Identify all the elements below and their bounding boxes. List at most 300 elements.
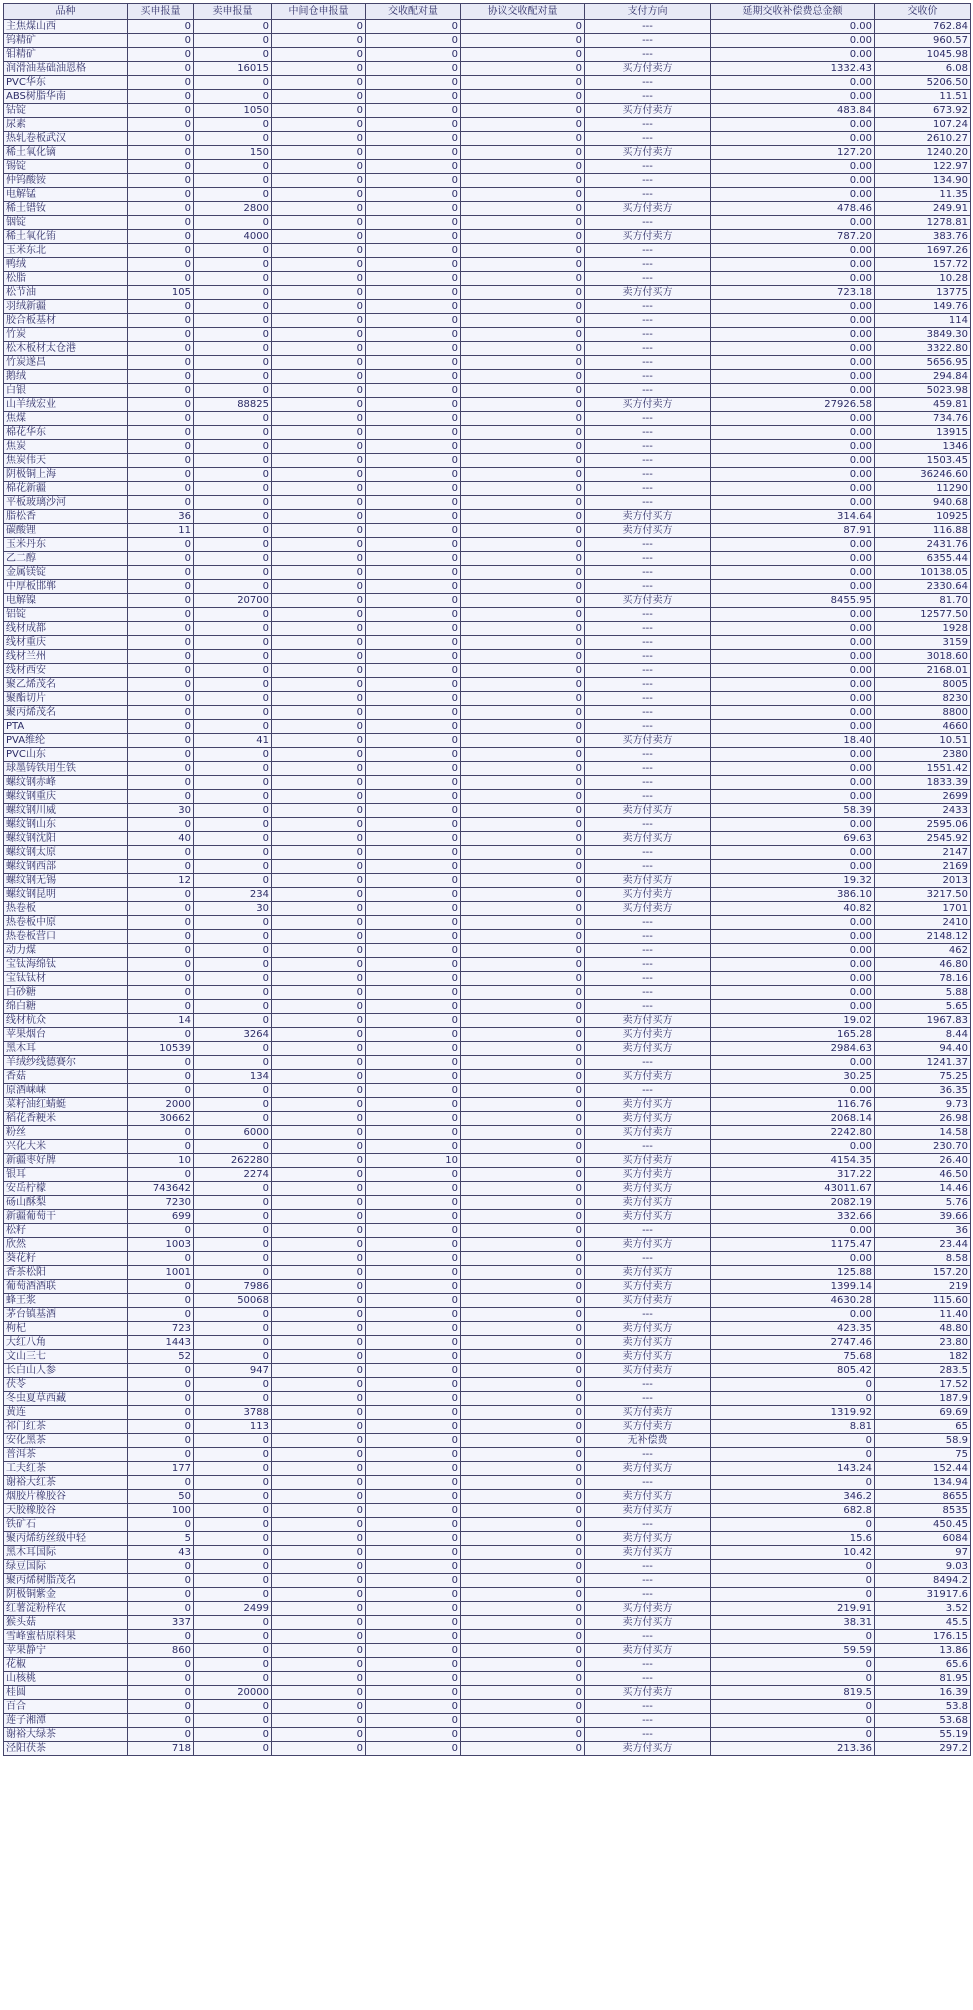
cell-variety: 金属镁锭 — [4, 566, 128, 580]
cell-delivery-matched: 10 — [366, 1154, 461, 1168]
cell-variety: 铝锭 — [4, 608, 128, 622]
cell-buy-declared: 0 — [128, 1658, 194, 1672]
table-row — [4, 1490, 971, 1504]
cell-delivery-matched: 0 — [366, 1014, 461, 1028]
cell-buy-declared: 0 — [128, 1364, 194, 1378]
cell-intermediate-declared: 0 — [272, 958, 366, 972]
cell-agreement-matched: 0 — [461, 972, 585, 986]
cell-delivery-price: 1833.39 — [875, 776, 971, 790]
cell-compensation-total: 69.63 — [711, 832, 875, 846]
cell-buy-declared: 0 — [128, 1308, 194, 1322]
table-row — [4, 1532, 971, 1546]
cell-sell-declared: 0 — [194, 300, 272, 314]
cell-payment-direction: 买方付卖方 — [585, 1406, 711, 1420]
table-row — [4, 216, 971, 230]
cell-compensation-total: 0.00 — [711, 958, 875, 972]
cell-agreement-matched: 0 — [461, 244, 585, 258]
cell-delivery-price: 230.70 — [875, 1140, 971, 1154]
table-row — [4, 412, 971, 426]
cell-compensation-total: 2242.80 — [711, 1126, 875, 1140]
cell-delivery-price: 2431.76 — [875, 538, 971, 552]
cell-variety: 枸杞 — [4, 1322, 128, 1336]
table-row — [4, 426, 971, 440]
cell-intermediate-declared: 0 — [272, 356, 366, 370]
cell-agreement-matched: 0 — [461, 566, 585, 580]
cell-delivery-price: 960.57 — [875, 34, 971, 48]
cell-agreement-matched: 0 — [461, 1420, 585, 1434]
cell-delivery-price: 81.95 — [875, 1672, 971, 1686]
cell-variety: 苹果烟台 — [4, 1028, 128, 1042]
cell-intermediate-declared: 0 — [272, 944, 366, 958]
cell-buy-declared: 0 — [128, 76, 194, 90]
cell-buy-declared: 0 — [128, 594, 194, 608]
cell-buy-declared: 0 — [128, 1140, 194, 1154]
table-row — [4, 160, 971, 174]
cell-agreement-matched: 0 — [461, 34, 585, 48]
cell-variety: 乙二醇 — [4, 552, 128, 566]
cell-delivery-matched: 0 — [366, 356, 461, 370]
cell-payment-direction: --- — [585, 90, 711, 104]
cell-intermediate-declared: 0 — [272, 1028, 366, 1042]
cell-agreement-matched: 0 — [461, 636, 585, 650]
cell-compensation-total: 0.00 — [711, 944, 875, 958]
cell-variety: 玉米丹东 — [4, 538, 128, 552]
table-row — [4, 860, 971, 874]
cell-delivery-price: 8535 — [875, 1504, 971, 1518]
cell-delivery-price: 39.66 — [875, 1210, 971, 1224]
cell-intermediate-declared: 0 — [272, 580, 366, 594]
cell-payment-direction: --- — [585, 1728, 711, 1742]
cell-sell-declared: 0 — [194, 776, 272, 790]
cell-agreement-matched: 0 — [461, 202, 585, 216]
cell-intermediate-declared: 0 — [272, 1448, 366, 1462]
cell-payment-direction: 卖方付买方 — [585, 1014, 711, 1028]
cell-delivery-price: 6.08 — [875, 62, 971, 76]
table-row — [4, 1084, 971, 1098]
cell-delivery-price: 78.16 — [875, 972, 971, 986]
cell-variety: 松脂 — [4, 272, 128, 286]
cell-payment-direction: 买方付卖方 — [585, 734, 711, 748]
cell-payment-direction: --- — [585, 328, 711, 342]
cell-payment-direction: --- — [585, 272, 711, 286]
cell-payment-direction: 卖方付买方 — [585, 874, 711, 888]
cell-payment-direction: --- — [585, 188, 711, 202]
cell-agreement-matched: 0 — [461, 454, 585, 468]
cell-delivery-price: 1346 — [875, 440, 971, 454]
cell-buy-declared: 0 — [128, 118, 194, 132]
cell-variety: 螺纹钢西部 — [4, 860, 128, 874]
cell-variety: 螺纹钢太原 — [4, 846, 128, 860]
cell-buy-declared: 0 — [128, 244, 194, 258]
cell-delivery-matched: 0 — [366, 510, 461, 524]
table-row — [4, 1322, 971, 1336]
cell-sell-declared: 0 — [194, 1322, 272, 1336]
cell-buy-declared: 743642 — [128, 1182, 194, 1196]
cell-compensation-total: 386.10 — [711, 888, 875, 902]
cell-payment-direction: --- — [585, 1700, 711, 1714]
cell-delivery-matched: 0 — [366, 90, 461, 104]
table-row — [4, 804, 971, 818]
cell-variety: 黑木耳国际 — [4, 1546, 128, 1560]
cell-intermediate-declared: 0 — [272, 650, 366, 664]
cell-variety: 稀土氧化镝 — [4, 146, 128, 160]
cell-agreement-matched: 0 — [461, 440, 585, 454]
cell-agreement-matched: 0 — [461, 608, 585, 622]
cell-agreement-matched: 0 — [461, 664, 585, 678]
cell-compensation-total: 0.00 — [711, 328, 875, 342]
cell-delivery-price: 3159 — [875, 636, 971, 650]
cell-buy-declared: 0 — [128, 188, 194, 202]
cell-delivery-matched: 0 — [366, 580, 461, 594]
cell-agreement-matched: 0 — [461, 1588, 585, 1602]
cell-sell-declared: 0 — [194, 860, 272, 874]
cell-variety: PVC华东 — [4, 76, 128, 90]
table-row — [4, 370, 971, 384]
cell-compensation-total: 143.24 — [711, 1462, 875, 1476]
cell-delivery-matched: 0 — [366, 412, 461, 426]
cell-intermediate-declared: 0 — [272, 1238, 366, 1252]
cell-variety: 碳酸锂 — [4, 524, 128, 538]
table-row — [4, 510, 971, 524]
cell-payment-direction: --- — [585, 538, 711, 552]
cell-compensation-total: 213.36 — [711, 1742, 875, 1756]
cell-payment-direction: --- — [585, 846, 711, 860]
cell-sell-declared: 0 — [194, 1532, 272, 1546]
cell-intermediate-declared: 0 — [272, 118, 366, 132]
cell-sell-declared: 20000 — [194, 1686, 272, 1700]
cell-compensation-total: 478.46 — [711, 202, 875, 216]
cell-delivery-matched: 0 — [366, 1504, 461, 1518]
table-row — [4, 1588, 971, 1602]
cell-delivery-price: 1240.20 — [875, 146, 971, 160]
cell-variety: 长白山人参 — [4, 1364, 128, 1378]
cell-intermediate-declared: 0 — [272, 566, 366, 580]
cell-variety: 螺纹钢重庆 — [4, 790, 128, 804]
cell-delivery-price: 383.76 — [875, 230, 971, 244]
cell-intermediate-declared: 0 — [272, 1112, 366, 1126]
cell-delivery-matched: 0 — [366, 216, 461, 230]
cell-agreement-matched: 0 — [461, 986, 585, 1000]
table-row — [4, 1700, 971, 1714]
cell-buy-declared: 0 — [128, 174, 194, 188]
cell-agreement-matched: 0 — [461, 174, 585, 188]
cell-sell-declared: 0 — [194, 664, 272, 678]
cell-buy-declared: 12 — [128, 874, 194, 888]
cell-payment-direction: --- — [585, 1224, 711, 1238]
cell-variety: 稀土镨钕 — [4, 202, 128, 216]
cell-variety: 聚丙烯纺丝级中轻 — [4, 1532, 128, 1546]
cell-variety: 谢裕大绿茶 — [4, 1728, 128, 1742]
cell-buy-declared: 0 — [128, 1602, 194, 1616]
cell-variety: 阴极铜紫金 — [4, 1588, 128, 1602]
cell-intermediate-declared: 0 — [272, 174, 366, 188]
cell-agreement-matched: 0 — [461, 398, 585, 412]
cell-delivery-price: 294.84 — [875, 370, 971, 384]
cell-sell-declared: 0 — [194, 1728, 272, 1742]
cell-variety: 螺纹钢赤峰 — [4, 776, 128, 790]
cell-agreement-matched: 0 — [461, 706, 585, 720]
table-row — [4, 986, 971, 1000]
cell-sell-declared: 16015 — [194, 62, 272, 76]
cell-delivery-matched: 0 — [366, 972, 461, 986]
cell-compensation-total: 27926.58 — [711, 398, 875, 412]
cell-sell-declared: 0 — [194, 1448, 272, 1462]
table-row — [4, 90, 971, 104]
cell-variety: 黄连 — [4, 1406, 128, 1420]
cell-delivery-matched: 0 — [366, 342, 461, 356]
cell-compensation-total: 332.66 — [711, 1210, 875, 1224]
cell-intermediate-declared: 0 — [272, 188, 366, 202]
cell-variety: 宝钛钛材 — [4, 972, 128, 986]
cell-delivery-matched: 0 — [366, 1056, 461, 1070]
table-row — [4, 1042, 971, 1056]
cell-delivery-price: 219 — [875, 1280, 971, 1294]
cell-compensation-total: 30.25 — [711, 1070, 875, 1084]
cell-compensation-total: 0.00 — [711, 846, 875, 860]
cell-delivery-matched: 0 — [366, 804, 461, 818]
cell-compensation-total: 0.00 — [711, 76, 875, 90]
cell-buy-declared: 50 — [128, 1490, 194, 1504]
cell-delivery-price: 23.44 — [875, 1238, 971, 1252]
cell-buy-declared: 0 — [128, 664, 194, 678]
cell-delivery-matched: 0 — [366, 888, 461, 902]
cell-buy-declared: 0 — [128, 580, 194, 594]
cell-payment-direction: 卖方付买方 — [585, 1742, 711, 1756]
cell-payment-direction: --- — [585, 76, 711, 90]
cell-sell-declared: 0 — [194, 1546, 272, 1560]
cell-delivery-price: 2433 — [875, 804, 971, 818]
cell-compensation-total: 0 — [711, 1574, 875, 1588]
cell-agreement-matched: 0 — [461, 1448, 585, 1462]
cell-buy-declared: 0 — [128, 314, 194, 328]
cell-variety: 莲子湘潭 — [4, 1714, 128, 1728]
cell-agreement-matched: 0 — [461, 678, 585, 692]
cell-sell-declared: 0 — [194, 90, 272, 104]
cell-agreement-matched: 0 — [461, 552, 585, 566]
cell-payment-direction: --- — [585, 1658, 711, 1672]
cell-intermediate-declared: 0 — [272, 1574, 366, 1588]
table-row — [4, 104, 971, 118]
cell-agreement-matched: 0 — [461, 846, 585, 860]
cell-intermediate-declared: 0 — [272, 930, 366, 944]
cell-compensation-total: 805.42 — [711, 1364, 875, 1378]
cell-sell-declared: 0 — [194, 1252, 272, 1266]
cell-intermediate-declared: 0 — [272, 1644, 366, 1658]
cell-compensation-total: 0.00 — [711, 1308, 875, 1322]
cell-delivery-matched: 0 — [366, 776, 461, 790]
cell-intermediate-declared: 0 — [272, 678, 366, 692]
cell-delivery-price: 12577.50 — [875, 608, 971, 622]
cell-buy-declared: 0 — [128, 1028, 194, 1042]
cell-delivery-price: 122.97 — [875, 160, 971, 174]
table-row — [4, 734, 971, 748]
cell-delivery-price: 8800 — [875, 706, 971, 720]
cell-buy-declared: 105 — [128, 286, 194, 300]
cell-intermediate-declared: 0 — [272, 790, 366, 804]
cell-buy-declared: 0 — [128, 328, 194, 342]
cell-intermediate-declared: 0 — [272, 160, 366, 174]
cell-delivery-matched: 0 — [366, 1574, 461, 1588]
cell-buy-declared: 1443 — [128, 1336, 194, 1350]
table-row — [4, 1224, 971, 1238]
table-row — [4, 1280, 971, 1294]
cell-compensation-total: 0.00 — [711, 426, 875, 440]
table-row — [4, 202, 971, 216]
cell-variety: 谢裕大红茶 — [4, 1476, 128, 1490]
cell-payment-direction: --- — [585, 1574, 711, 1588]
cell-agreement-matched: 0 — [461, 1672, 585, 1686]
cell-agreement-matched: 0 — [461, 468, 585, 482]
cell-delivery-matched: 0 — [366, 1742, 461, 1756]
cell-sell-declared: 0 — [194, 258, 272, 272]
cell-sell-declared: 0 — [194, 566, 272, 580]
cell-buy-declared: 0 — [128, 90, 194, 104]
cell-sell-declared: 0 — [194, 1658, 272, 1672]
cell-buy-declared: 0 — [128, 986, 194, 1000]
cell-sell-declared: 0 — [194, 986, 272, 1000]
cell-sell-declared: 0 — [194, 650, 272, 664]
cell-delivery-matched: 0 — [366, 314, 461, 328]
table-row — [4, 1140, 971, 1154]
cell-variety: 葡萄酒酒联 — [4, 1280, 128, 1294]
cell-payment-direction: 卖方付买方 — [585, 1644, 711, 1658]
cell-sell-declared: 0 — [194, 48, 272, 62]
cell-intermediate-declared: 0 — [272, 622, 366, 636]
cell-payment-direction: 买方付卖方 — [585, 1028, 711, 1042]
cell-sell-declared: 4000 — [194, 230, 272, 244]
table-row — [4, 1434, 971, 1448]
cell-compensation-total: 87.91 — [711, 524, 875, 538]
table-row — [4, 1392, 971, 1406]
cell-variety: 山核桃 — [4, 1672, 128, 1686]
cell-delivery-matched: 0 — [366, 482, 461, 496]
cell-payment-direction: --- — [585, 1476, 711, 1490]
cell-payment-direction: --- — [585, 1084, 711, 1098]
cell-payment-direction: 卖方付买方 — [585, 1616, 711, 1630]
cell-intermediate-declared: 0 — [272, 720, 366, 734]
cell-compensation-total: 43011.67 — [711, 1182, 875, 1196]
cell-delivery-matched: 0 — [366, 566, 461, 580]
cell-buy-declared: 0 — [128, 230, 194, 244]
cell-buy-declared: 0 — [128, 300, 194, 314]
cell-sell-declared: 0 — [194, 1700, 272, 1714]
cell-compensation-total: 0.00 — [711, 118, 875, 132]
cell-intermediate-declared: 0 — [272, 1602, 366, 1616]
cell-payment-direction: 买方付卖方 — [585, 1294, 711, 1308]
cell-buy-declared: 0 — [128, 426, 194, 440]
cell-agreement-matched: 0 — [461, 1266, 585, 1280]
cell-agreement-matched: 0 — [461, 1378, 585, 1392]
cell-delivery-price: 283.5 — [875, 1364, 971, 1378]
cell-compensation-total: 0.00 — [711, 20, 875, 34]
cell-sell-declared: 0 — [194, 1266, 272, 1280]
cell-delivery-price: 2545.92 — [875, 832, 971, 846]
cell-delivery-matched: 0 — [366, 734, 461, 748]
cell-agreement-matched: 0 — [461, 1098, 585, 1112]
table-row — [4, 524, 971, 538]
cell-delivery-matched: 0 — [366, 370, 461, 384]
cell-delivery-price: 5023.98 — [875, 384, 971, 398]
cell-delivery-price: 23.80 — [875, 1336, 971, 1350]
cell-payment-direction: --- — [585, 468, 711, 482]
cell-payment-direction: --- — [585, 636, 711, 650]
cell-variety: 竹炭 — [4, 328, 128, 342]
cell-sell-declared: 0 — [194, 1490, 272, 1504]
cell-intermediate-declared: 0 — [272, 1392, 366, 1406]
table-row — [4, 286, 971, 300]
table-row — [4, 720, 971, 734]
cell-payment-direction: --- — [585, 1392, 711, 1406]
cell-intermediate-declared: 0 — [272, 454, 366, 468]
cell-intermediate-declared: 0 — [272, 874, 366, 888]
cell-variety: 铟锭 — [4, 216, 128, 230]
cell-delivery-price: 2013 — [875, 874, 971, 888]
cell-delivery-matched: 0 — [366, 1308, 461, 1322]
cell-variety: 铁矿石 — [4, 1518, 128, 1532]
table-row — [4, 1630, 971, 1644]
cell-variety: 宝钛海绵钛 — [4, 958, 128, 972]
cell-compensation-total: 0.00 — [711, 188, 875, 202]
cell-variety: 羽绒新疆 — [4, 300, 128, 314]
cell-sell-declared: 0 — [194, 692, 272, 706]
table-row — [4, 902, 971, 916]
cell-variety: 砀山酥梨 — [4, 1196, 128, 1210]
cell-payment-direction: 卖方付买方 — [585, 1210, 711, 1224]
cell-delivery-matched: 0 — [366, 1266, 461, 1280]
cell-sell-declared: 0 — [194, 1714, 272, 1728]
cell-variety: 螺纹钢无锡 — [4, 874, 128, 888]
table-row — [4, 1714, 971, 1728]
cell-delivery-price: 5.65 — [875, 1000, 971, 1014]
cell-sell-declared: 0 — [194, 1140, 272, 1154]
cell-payment-direction: 无补偿费 — [585, 1434, 711, 1448]
cell-agreement-matched: 0 — [461, 482, 585, 496]
cell-buy-declared: 0 — [128, 132, 194, 146]
cell-delivery-matched: 0 — [366, 1518, 461, 1532]
cell-intermediate-declared: 0 — [272, 1000, 366, 1014]
cell-buy-declared: 0 — [128, 1574, 194, 1588]
cell-intermediate-declared: 0 — [272, 1014, 366, 1028]
cell-variety: 泾阳茯茶 — [4, 1742, 128, 1756]
cell-intermediate-declared: 0 — [272, 1476, 366, 1490]
table-body — [4, 20, 971, 1756]
table-row — [4, 874, 971, 888]
col-header-payment-direction: 支付方向 — [585, 4, 711, 20]
cell-intermediate-declared: 0 — [272, 328, 366, 342]
cell-buy-declared: 0 — [128, 1070, 194, 1084]
table-row — [4, 1294, 971, 1308]
cell-sell-declared: 0 — [194, 608, 272, 622]
cell-delivery-matched: 0 — [366, 1280, 461, 1294]
cell-compensation-total: 0 — [711, 1700, 875, 1714]
cell-intermediate-declared: 0 — [272, 34, 366, 48]
cell-buy-declared: 14 — [128, 1014, 194, 1028]
cell-delivery-price: 11.51 — [875, 90, 971, 104]
cell-delivery-price: 26.40 — [875, 1154, 971, 1168]
cell-compensation-total: 0.00 — [711, 454, 875, 468]
cell-buy-declared: 0 — [128, 930, 194, 944]
cell-agreement-matched: 0 — [461, 48, 585, 62]
cell-payment-direction: --- — [585, 454, 711, 468]
cell-sell-declared: 0 — [194, 762, 272, 776]
cell-intermediate-declared: 0 — [272, 1504, 366, 1518]
cell-intermediate-declared: 0 — [272, 832, 366, 846]
cell-delivery-price: 45.5 — [875, 1616, 971, 1630]
cell-payment-direction: 卖方付买方 — [585, 286, 711, 300]
cell-delivery-matched: 0 — [366, 1630, 461, 1644]
cell-agreement-matched: 0 — [461, 412, 585, 426]
cell-buy-declared: 0 — [128, 1126, 194, 1140]
